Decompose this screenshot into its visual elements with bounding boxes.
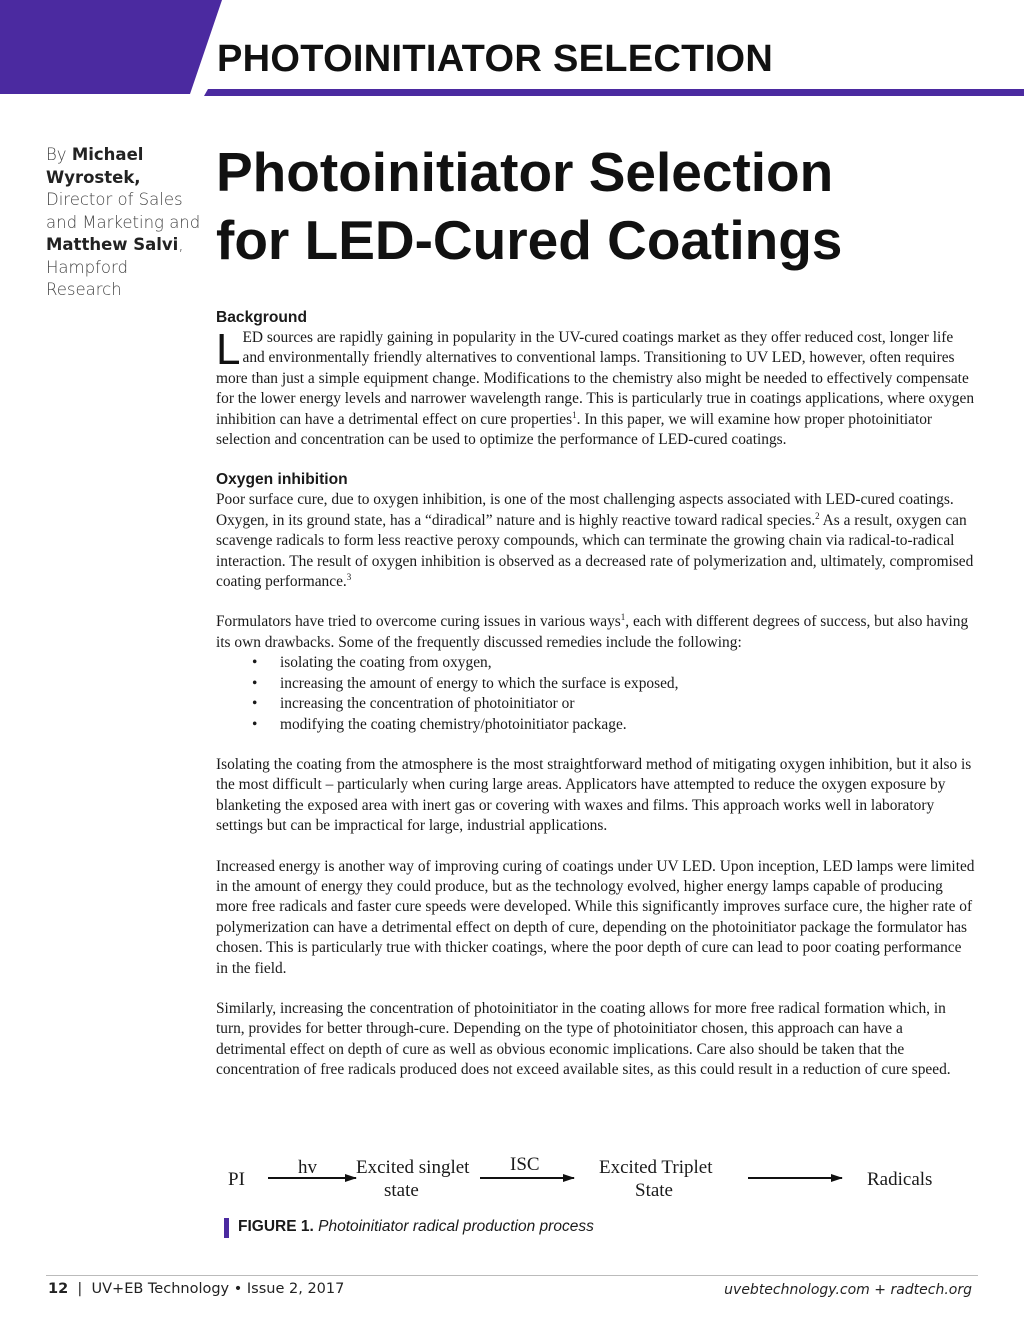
citation-1b: 1 — [620, 612, 626, 623]
bullet-glyph: • — [252, 695, 258, 713]
citation-3: 3 — [346, 571, 352, 582]
caption-text: Photoinitiator radical production process — [318, 1218, 594, 1235]
header-accent-shape — [0, 0, 222, 94]
article-title — [216, 138, 976, 274]
arrow-label-isc: ISC — [510, 1154, 540, 1175]
author-name-2: Matthew Salvi — [46, 235, 179, 254]
page-number: 12 — [48, 1281, 69, 1297]
citation-2: 2 — [815, 510, 820, 521]
energy-paragraph: Increased energy is another way of improving curing of coatings under UV LED. Upon inception, LED lamps were limited in the amount of energy they could produce, but as the technology evolved, higher energy lamps capable of producing more free radicals and faster cure speeds were developed. While this significantly improves surface cure, the higher rate of polymerization can have a detrimental effect on depth of cure, depending on the photoinitiator package the formulator has chosen. This is particularly true with thicker coatings, where the poor depth of cure can lead to poor coating performance in the field. — [216, 857, 975, 977]
node-excited-singlet-line-1: Excited singlet — [356, 1157, 470, 1178]
caption-label: FIGURE 1. — [238, 1218, 314, 1235]
byline-by: By — [46, 145, 72, 164]
node-pi: PI — [228, 1169, 245, 1190]
bullet-glyph: • — [252, 715, 258, 733]
background-text-b: . In this paper, we will examine how proper photoinitiator selection and concentration can be used to optimize the performance of LED-cured coatings. — [216, 410, 933, 449]
list-item — [252, 694, 976, 714]
citation-1: 1 — [572, 409, 577, 420]
background-text-a: ED sources are rapidly gaining in popularity in the UV-cured coatings market as they offer reduced cost, longer life and environmentally friendly alternatives to conventional lamps. Transitioning to UV LED, however, often requires more than just a simple equipment change. Modifications to the chemistry also might be needed to effectively compensate for the lower energy levels and narrower wavelength range. This is particularly true in coatings applications, where oxygen inhibition can have a detrimental effect on cure properties — [216, 329, 975, 428]
caption-accent-bar — [224, 1218, 229, 1238]
node-excited-triplet-line-2: State — [635, 1180, 673, 1201]
background-paragraph — [216, 325, 976, 450]
article-body — [216, 308, 976, 1081]
list-item — [252, 715, 976, 735]
publication-name: UV+EB Technology • Issue 2, 2017 — [91, 1281, 345, 1297]
figure-1-diagram — [216, 1150, 976, 1210]
article-title-line-2: for LED-Cured Coatings — [216, 209, 843, 271]
article-title-line-1: Photoinitiator Selection — [216, 141, 834, 203]
list-item — [252, 653, 976, 673]
oxygen-p1-text-b: As a result, oxygen can scavenge radicals to form less reactive peroxy compounds, which can terminate the growing chain via radical-to-radical interaction. The result of oxygen inhibition is observed as a decreased rate of polymerization and, ultimately, compromised coating performance. — [216, 511, 974, 591]
oxygen-p2-text-a: Formulators have tried to overcome curing issues in various ways — [216, 613, 621, 631]
list-item — [252, 674, 976, 694]
list-item-text: increasing the concentration of photoinitiator or — [280, 695, 575, 713]
background-heading: Background — [216, 309, 307, 326]
list-item-text: isolating the coating from oxygen, — [280, 654, 492, 672]
footer-separator: | — [77, 1281, 83, 1297]
node-excited-singlet-line-2: state — [384, 1180, 419, 1201]
oxygen-p2-text-b: , each with different degrees of success, but also having its own drawbacks. Some of the frequently discussed remedies include the following: — [216, 613, 969, 651]
bullet-glyph: • — [252, 654, 258, 672]
oxygen-paragraph-1 — [216, 490, 976, 592]
author-role-1: Director of Sales and Marketing and — [46, 190, 201, 232]
list-item-text: modifying the coating chemistry/photoinitiator package. — [280, 715, 627, 733]
author-name-1: Michael Wyrostek, — [46, 145, 144, 187]
header-rule — [204, 89, 1024, 96]
node-excited-triplet-line-1: Excited Triplet — [599, 1157, 713, 1178]
author-role-2: , Hampford Research — [46, 235, 184, 299]
list-item-text: increasing the amount of energy to which the surface is exposed, — [280, 674, 679, 692]
bullet-glyph: • — [252, 674, 258, 692]
footer-left — [48, 1281, 344, 1297]
remedies-list — [216, 653, 976, 735]
oxygen-p1-text-a: Poor surface cure, due to oxygen inhibition, is one of the most challenging aspects associated with LED-cured coatings. Oxygen, in its ground state, has a “diradical” nature and is highly reactive toward radical species. — [216, 491, 954, 529]
diagram-arrows — [216, 1150, 976, 1210]
node-radicals: Radicals — [867, 1169, 933, 1190]
byline — [46, 144, 206, 302]
oxygen-paragraph-2 — [216, 612, 976, 653]
arrow-label-hv: hv — [298, 1157, 317, 1178]
section-title: PHOTOINITIATOR SELECTION — [217, 38, 774, 80]
footer-websites: uvebtechnology.com + radtech.org — [724, 1282, 972, 1298]
footer-divider — [46, 1275, 978, 1276]
oxygen-heading: Oxygen inhibition — [216, 471, 348, 489]
drop-cap: L — [216, 325, 241, 374]
isolating-paragraph: Isolating the coating from the atmosphere is the most straightforward method of mitigating oxygen inhibition, but it also is the most difficult – particularly when curing large areas. Applicators have attempted to reduce the oxygen exposure by blanketing the exposed area with inert gas or covering with waxes and films. This approach works well in laboratory settings but can be impractical for large, industrial applications. — [216, 755, 972, 835]
concentration-paragraph: Similarly, increasing the concentration of photoinitiator in the coating allows for more free radical formation which, in turn, provides for better through-cure. Depending on the type of photoinitiator chosen, this approach can have a detrimental effect on depth of cure as well as obvious economic implications. Care also should be taken that the concentration of free radicals produced does not exceed available sites, as this could result in a reduction of cure speed. — [216, 999, 951, 1079]
